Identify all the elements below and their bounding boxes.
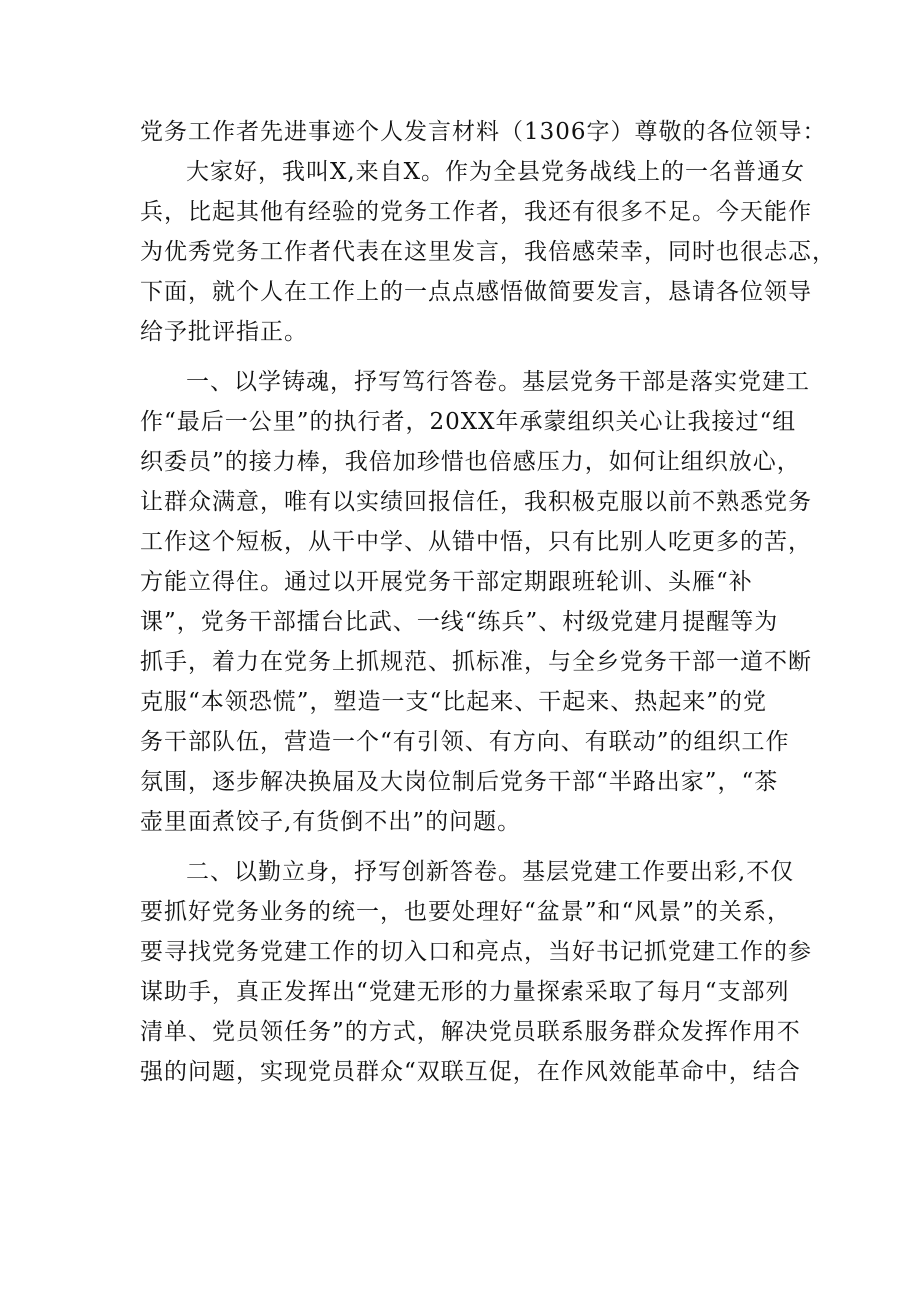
paragraph-line: 清单、党员领任务”的方式，解决党员联系服务群众发挥作用不 bbox=[140, 1019, 801, 1045]
paragraph-line: 织委员”的接力棒，我倍加珍惜也倍感压力，如何让组织放心， bbox=[140, 449, 801, 475]
paragraph-line: 下面，就个人在工作上的一点点感悟做简要发言，恳请各位领导 bbox=[140, 279, 812, 305]
paragraph-line: 氛围，逐步解决换届及大岗位制后党务干部“半路出家”，“茶 bbox=[140, 769, 779, 795]
document-body bbox=[140, 112, 836, 1092]
paragraph-line: 为优秀党务工作者代表在这里发言，我倍感荣幸，同时也很忐忑， bbox=[140, 239, 836, 265]
paragraph-line: 要抓好党务业务的统一，也要处理好“盆景”和“风景”的关系， bbox=[140, 899, 792, 925]
paragraph-line: 克服“本领恐慌”，塑造一支“比起来、干起来、热起来”的党 bbox=[140, 689, 768, 715]
paragraph-line: 要寻找党务党建工作的切入口和亮点，当好书记抓党建工作的参 bbox=[140, 939, 812, 965]
paragraph-line: 给予批评指正。 bbox=[140, 319, 308, 345]
paragraph-line: 一、以学铸魂，抒写笃行答卷。基层党务干部是落实党建工 bbox=[186, 369, 810, 395]
paragraph-line: 工作这个短板，从干中学、从错中悟，只有比别人吃更多的苦， bbox=[140, 529, 812, 555]
paragraph-line: 壶里面煮饺子,有货倒不出”的问题。 bbox=[140, 809, 522, 835]
paragraph-line: 二、以勤立身，抒写创新答卷。基层党建工作要出彩,不仅 bbox=[186, 859, 795, 885]
paragraph-line: 务干部队伍，营造一个“有引领、有方向、有联动”的组织工作 bbox=[140, 729, 790, 755]
paragraph-line: 强的问题，实现党员群众“双联互促，在作风效能革命中，结合 bbox=[140, 1059, 801, 1085]
paragraph-gap bbox=[140, 842, 780, 852]
paragraph-line: 抓手，着力在党务上抓规范、抓标准，与全乡党务干部一道不断 bbox=[140, 649, 812, 675]
paragraph-line: 兵，比起其他有经验的党务工作者，我还有很多不足。今天能作 bbox=[140, 199, 812, 225]
paragraph-line: 让群众满意，唯有以实绩回报信任，我积极克服以前不熟悉党务 bbox=[140, 489, 812, 515]
paragraph-gap bbox=[140, 352, 780, 362]
paragraph-line: 课”，党务干部擂台比武、一线“练兵”、村级党建月提醒等为 bbox=[140, 609, 779, 635]
paragraph-line: 方能立得住。通过以开展党务干部定期跟班轮训、头雁“补 bbox=[140, 569, 753, 595]
paragraph-line: 大家好，我叫X,来自X。作为全县党务战线上的一名普通女 bbox=[186, 159, 806, 185]
paragraph-line: 作“最后一公里”的执行者，20XX年承蒙组织关心让我接过“组 bbox=[140, 409, 797, 435]
title-line: 党务工作者先进事迹个人发言材料（1306字）尊敬的各位领导： bbox=[140, 119, 827, 145]
paragraph-line: 谋助手，真正发挥出“党建无形的力量探索采取了每月“支部列 bbox=[140, 979, 790, 1005]
